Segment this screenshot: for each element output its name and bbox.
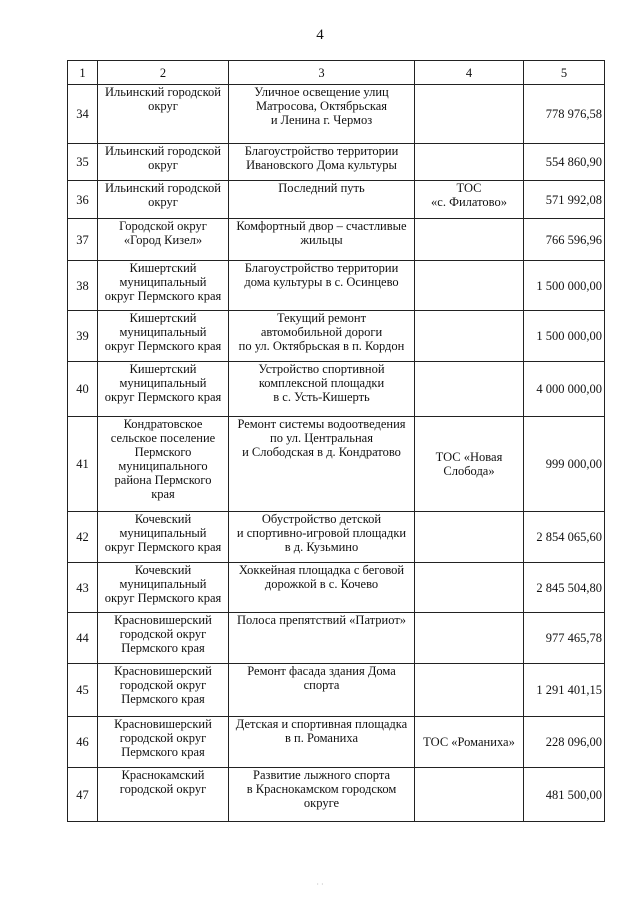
- project-line: и спортивно-игровой площадки: [236, 526, 407, 540]
- municipality-cell: [98, 362, 229, 417]
- table-row: [68, 664, 605, 717]
- municipality-cell: [98, 219, 229, 261]
- project-cell: [229, 261, 415, 311]
- row-number: 45: [68, 664, 98, 717]
- table-row: [68, 362, 605, 417]
- row-number: 39: [68, 311, 98, 362]
- project-line: в с. Усть-Кишерть: [273, 390, 370, 404]
- municipality-cell: [98, 181, 229, 219]
- column-header-5: 5: [524, 61, 605, 85]
- row-number: 35: [68, 144, 98, 181]
- table-row: [68, 144, 605, 181]
- project-line: Благоустройство территории: [244, 144, 399, 158]
- table-row: [68, 512, 605, 563]
- row-number: 46: [68, 717, 98, 768]
- amount-cell: 554 860,90: [524, 144, 605, 181]
- municipality-line: сельское поселение: [110, 431, 216, 445]
- municipality-line: городской округ: [119, 782, 207, 796]
- project-line: Обустройство детской: [261, 512, 382, 526]
- municipality-line: Красновишерский: [114, 717, 212, 731]
- amount-cell: 1 291 401,15: [524, 664, 605, 717]
- project-line: Хоккейная площадка с беговой: [238, 563, 405, 577]
- row-number: 40: [68, 362, 98, 417]
- municipality-line: муниципальный: [119, 275, 207, 289]
- table-row: [68, 261, 605, 311]
- municipality-line: Кочевский: [134, 563, 192, 577]
- amount-cell: 2 845 504,80: [524, 563, 605, 613]
- municipality-cell: [98, 512, 229, 563]
- header-row: [68, 61, 605, 85]
- project-cell: [229, 85, 415, 144]
- amount-cell: 4 000 000,00: [524, 362, 605, 417]
- column-header-2: 2: [98, 61, 229, 85]
- municipality-line: округ: [148, 158, 178, 172]
- page-number: 4: [316, 27, 324, 43]
- project-line: округе: [303, 796, 340, 810]
- amount-cell: 1 500 000,00: [524, 261, 605, 311]
- table-row: [68, 417, 605, 512]
- table-row: [68, 563, 605, 613]
- tos-cell: [415, 613, 524, 664]
- row-number: 47: [68, 768, 98, 822]
- municipality-cell: [98, 768, 229, 822]
- municipality-line: городской округ: [119, 627, 207, 641]
- municipality-cell: [98, 717, 229, 768]
- row-number: 38: [68, 261, 98, 311]
- project-line: по ул. Октябрьская в п. Кордон: [238, 339, 405, 353]
- municipality-cell: [98, 664, 229, 717]
- amount-cell: 999 000,00: [524, 417, 605, 512]
- project-line: Устройство спортивной: [258, 362, 385, 376]
- project-line: дома культуры в с. Осинцево: [244, 275, 399, 289]
- municipality-line: Кишертский: [129, 362, 197, 376]
- tos-cell: [415, 664, 524, 717]
- amount-cell: 2 854 065,60: [524, 512, 605, 563]
- municipality-line: Пермского края: [121, 745, 205, 759]
- municipality-line: муниципального: [118, 459, 208, 473]
- municipality-line: Кишертский: [129, 311, 197, 325]
- table-row: [68, 181, 605, 219]
- tos-cell: [415, 717, 524, 768]
- project-cell: [229, 664, 415, 717]
- project-line: Матросова, Октябрьская: [255, 99, 388, 113]
- project-line: в Краснокамском городском: [246, 782, 397, 796]
- table-row: [68, 768, 605, 822]
- municipality-line: округ Пермского края: [104, 591, 222, 605]
- project-cell: [229, 768, 415, 822]
- tos-cell: [415, 219, 524, 261]
- municipality-line: Кочевский: [134, 512, 192, 526]
- row-number: 36: [68, 181, 98, 219]
- project-line: в п. Романиха: [284, 731, 358, 745]
- column-header-4: 4: [415, 61, 524, 85]
- project-cell: [229, 362, 415, 417]
- municipality-line: муниципальный: [119, 325, 207, 339]
- tos-cell: [415, 362, 524, 417]
- municipality-line: муниципальный: [119, 376, 207, 390]
- table-row: [68, 311, 605, 362]
- project-cell: [229, 613, 415, 664]
- project-cell: [229, 512, 415, 563]
- tos-cell: [415, 311, 524, 362]
- tos-cell: [415, 85, 524, 144]
- row-number: 42: [68, 512, 98, 563]
- column-header-3: 3: [229, 61, 415, 85]
- municipality-line: Краснокамский: [121, 768, 205, 782]
- municipality-line: муниципальный: [119, 577, 207, 591]
- projects-table: [67, 60, 605, 822]
- tos-cell: [415, 417, 524, 512]
- project-line: жильцы: [300, 233, 343, 247]
- project-line: Текущий ремонт: [276, 311, 367, 325]
- amount-cell: 778 976,58: [524, 85, 605, 144]
- project-line: и Слободская в д. Кондратово: [242, 445, 401, 459]
- municipality-cell: [98, 144, 229, 181]
- table-row: [68, 219, 605, 261]
- tos-cell: [415, 261, 524, 311]
- municipality-line: округ Пермского края: [104, 289, 222, 303]
- row-number: 41: [68, 417, 98, 512]
- tos-cell: [415, 181, 524, 219]
- municipality-line: городской округ: [119, 678, 207, 692]
- amount-cell: 481 500,00: [524, 768, 605, 822]
- project-cell: [229, 311, 415, 362]
- project-line: Развитие лыжного спорта: [253, 768, 390, 782]
- municipality-line: округ Пермского края: [104, 540, 222, 554]
- tos-line: «с. Филатово»: [431, 195, 507, 209]
- municipality-line: округ: [148, 99, 178, 113]
- project-line: в д. Кузьмино: [284, 540, 359, 554]
- municipality-line: Пермского края: [121, 692, 205, 706]
- row-number: 34: [68, 85, 98, 144]
- tos-line: Слобода»: [443, 464, 495, 478]
- project-line: Благоустройство территории: [244, 261, 399, 275]
- project-line: спорта: [303, 678, 340, 692]
- project-cell: [229, 417, 415, 512]
- amount-cell: 766 596,96: [524, 219, 605, 261]
- municipality-line: округ Пермского края: [104, 339, 222, 353]
- municipality-line: Красновишерский: [114, 613, 212, 627]
- municipality-cell: [98, 417, 229, 512]
- amount-cell: 571 992,08: [524, 181, 605, 219]
- amount-cell: 1 500 000,00: [524, 311, 605, 362]
- tos-line: ТОС «Новая: [435, 450, 503, 464]
- tos-cell: [415, 144, 524, 181]
- project-line: Ивановского Дома культуры: [246, 158, 397, 172]
- column-header-1: 1: [68, 61, 98, 85]
- project-cell: [229, 144, 415, 181]
- municipality-cell: [98, 613, 229, 664]
- municipality-line: муниципальный: [119, 526, 207, 540]
- project-line: Ремонт фасада здания Дома: [247, 664, 396, 678]
- municipality-line: Пермского края: [121, 641, 205, 655]
- amount-cell: 228 096,00: [524, 717, 605, 768]
- project-line: Последний путь: [278, 181, 365, 195]
- row-number: 44: [68, 613, 98, 664]
- tos-cell: [415, 563, 524, 613]
- row-number: 37: [68, 219, 98, 261]
- tos-line: ТОС «Романиха»: [423, 735, 515, 749]
- project-cell: [229, 563, 415, 613]
- municipality-line: округ: [148, 195, 178, 209]
- table-row: [68, 613, 605, 664]
- municipality-line: городской округ: [119, 731, 207, 745]
- municipality-line: Ильинский городской: [105, 144, 221, 158]
- table-row: [68, 717, 605, 768]
- project-line: по ул. Центральная: [270, 431, 373, 445]
- project-line: Уличное освещение улиц: [254, 85, 389, 99]
- municipality-line: Кишертский: [129, 261, 197, 275]
- municipality-line: Красновишерский: [114, 664, 212, 678]
- tos-cell: [415, 768, 524, 822]
- municipality-line: края: [151, 487, 175, 501]
- project-line: Полоса препятствий «Патриот»: [236, 613, 407, 627]
- project-line: Детская и спортивная площадка: [235, 717, 408, 731]
- project-line: автомобильной дороги: [260, 325, 383, 339]
- municipality-line: Ильинский городской: [105, 85, 221, 99]
- scan-edge-mark: · ·: [316, 880, 324, 889]
- project-cell: [229, 717, 415, 768]
- municipality-line: района Пермского: [114, 473, 212, 487]
- municipality-line: Городской округ: [119, 219, 207, 233]
- project-line: комплексной площадки: [258, 376, 385, 390]
- municipality-line: округ Пермского края: [104, 390, 222, 404]
- project-line: Комфортный двор – счастливые: [236, 219, 407, 233]
- table-row: [68, 85, 605, 144]
- project-line: и Ленина г. Чермоз: [270, 113, 373, 127]
- municipality-line: «Город Кизел»: [123, 233, 203, 247]
- project-cell: [229, 181, 415, 219]
- municipality-cell: [98, 563, 229, 613]
- tos-line: ТОС: [456, 181, 482, 195]
- row-number: 43: [68, 563, 98, 613]
- project-line: Ремонт системы водоотведения: [237, 417, 406, 431]
- municipality-line: Пермского: [134, 445, 192, 459]
- municipality-cell: [98, 311, 229, 362]
- municipality-cell: [98, 85, 229, 144]
- tos-cell: [415, 512, 524, 563]
- municipality-cell: [98, 261, 229, 311]
- project-cell: [229, 219, 415, 261]
- amount-cell: 977 465,78: [524, 613, 605, 664]
- municipality-line: Ильинский городской: [105, 181, 221, 195]
- municipality-line: Кондратовское: [123, 417, 203, 431]
- project-line: дорожкой в с. Кочево: [264, 577, 379, 591]
